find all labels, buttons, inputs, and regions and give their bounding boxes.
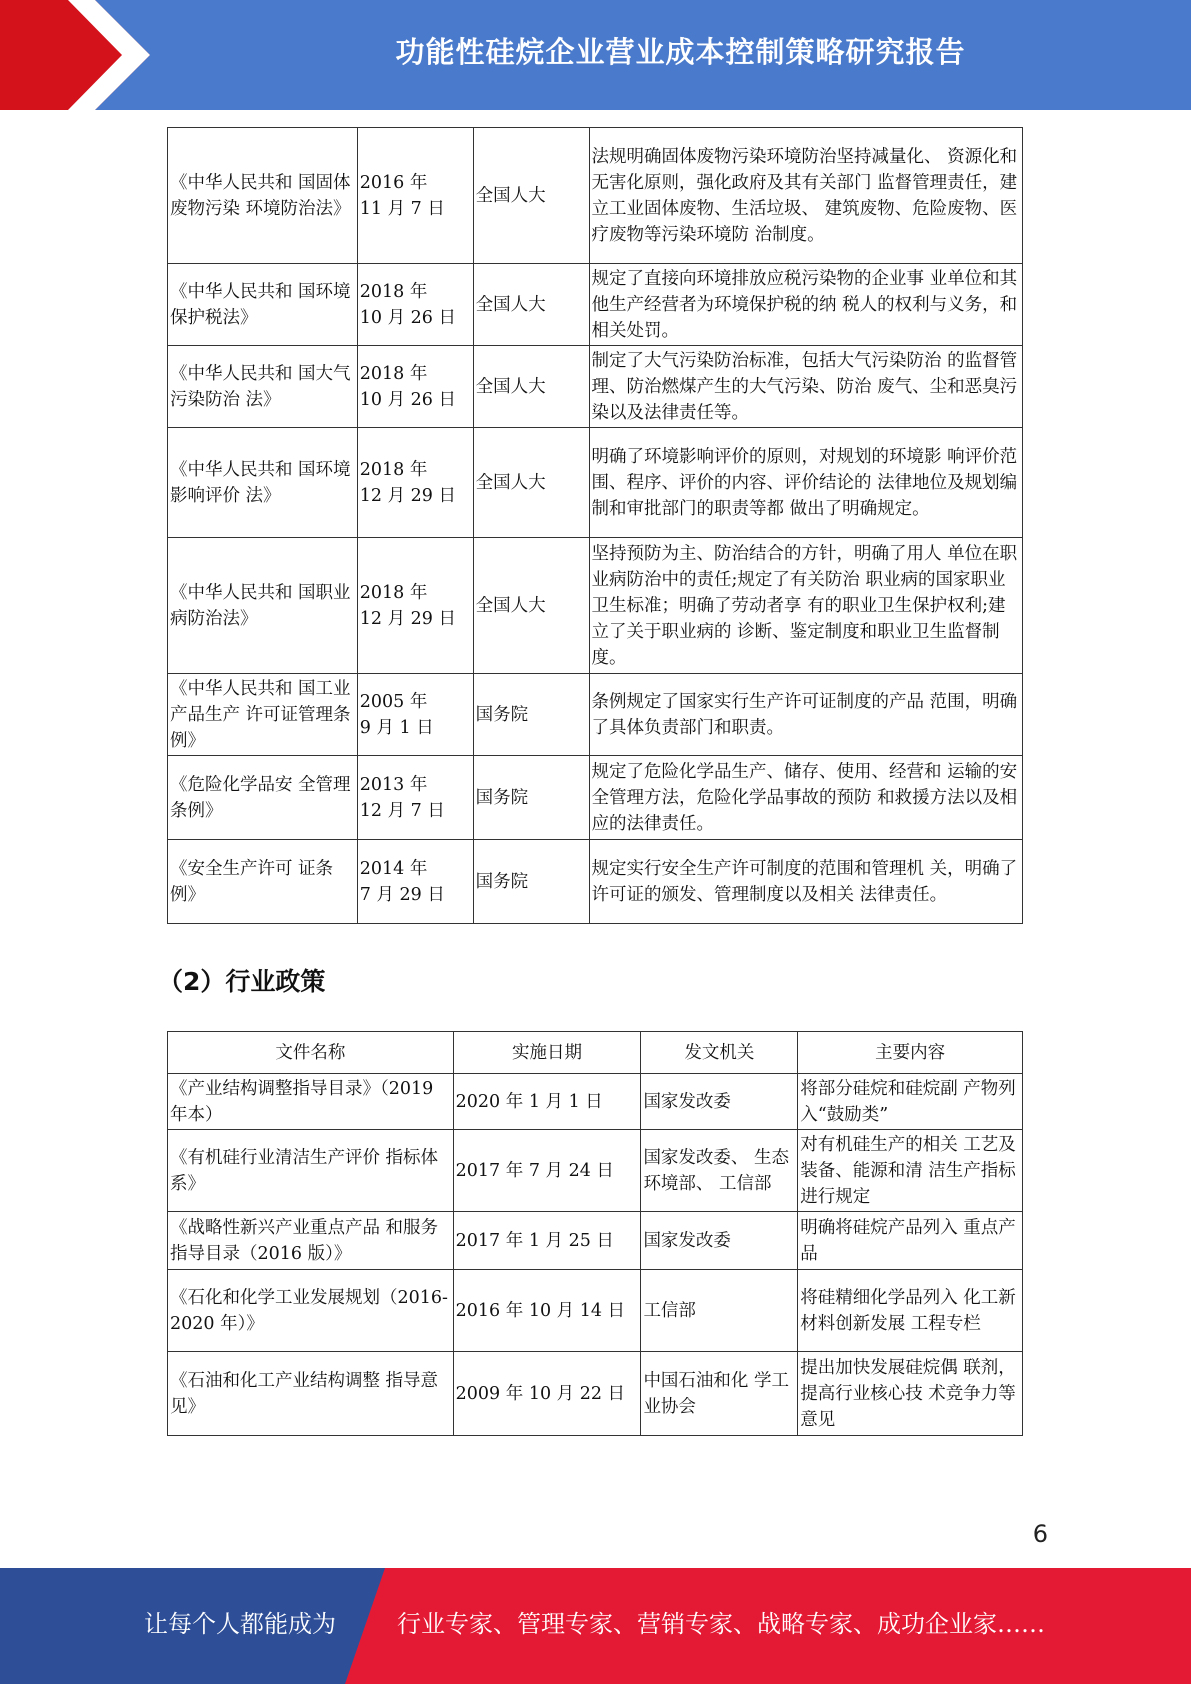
page-number: 6: [1032, 1520, 1048, 1548]
table-row: [168, 1130, 1023, 1212]
law-name: 《中华人民共和 国环境影响评价 法》: [168, 428, 358, 538]
column-header: 文件名称: [168, 1032, 454, 1074]
table-row: [168, 1270, 1023, 1352]
policy-content: 将硅精细化学品列入 化工新材料创新发展 工程专栏: [798, 1270, 1023, 1352]
law-date: 2018 年 12 月 29 日: [357, 428, 473, 538]
policy-content: 明确将硅烷产品列入 重点产品: [798, 1212, 1023, 1270]
law-name: 《中华人民共和 国环境保护税法》: [168, 264, 358, 346]
law-name: 《危险化学品安 全管理条例》: [168, 756, 358, 840]
law-content: 坚持预防为主、防治结合的方针，明确了用人 单位在职业病防治中的责任;规定了有关防治 职业病的国家职业卫生标准；明确了劳动者享 有的职业卫生保护权利;建立了关于职业病的 诊断、鉴定制度和职业卫生监督制度。: [589, 538, 1022, 674]
law-agency: 全国人大: [473, 428, 589, 538]
law-content: 规定了危险化学品生产、储存、使用、经营和 运输的安全管理方法，危险化学品事故的预防 和救援方法以及相应的法律责任。: [589, 756, 1022, 840]
policy-date: 2017 年 7 月 24 日: [453, 1130, 641, 1212]
law-content: 制定了大气污染防治标准，包括大气污染防治 的监督管理、防治燃煤产生的大气污染、防治 废气、尘和恶臭污染以及法律责任等。: [589, 346, 1022, 428]
table-row: [168, 128, 1023, 264]
law-agency: 全国人大: [473, 264, 589, 346]
policy-date: 2009 年 10 月 22 日: [453, 1352, 641, 1436]
policy-agency: 国家发改委、 生态环境部、 工信部: [641, 1130, 798, 1212]
policies-table: [167, 1031, 1023, 1436]
policy-date: 2020 年 1 月 1 日: [453, 1074, 641, 1130]
column-header: 主要内容: [798, 1032, 1023, 1074]
column-header: 实施日期: [453, 1032, 641, 1074]
table-row: [168, 674, 1023, 756]
section-heading: （2）行业政策: [158, 967, 326, 996]
law-content: 法规明确固体废物污染环境防治坚持减量化、 资源化和无害化原则，强化政府及其有关部门 监督管理责任，建立工业固体废物、生活垃圾、 建筑废物、危险废物、医疗废物等污染环境防 治制度。: [589, 128, 1022, 264]
table-row: [168, 840, 1023, 924]
column-header: 发文机关: [641, 1032, 798, 1074]
law-date: 2013 年 12 月 7 日: [357, 756, 473, 840]
table-row: [168, 756, 1023, 840]
policy-agency: 国家发改委: [641, 1074, 798, 1130]
policy-date: 2016 年 10 月 14 日: [453, 1270, 641, 1352]
law-date: 2018 年 10 月 26 日: [357, 346, 473, 428]
law-content: 条例规定了国家实行生产许可证制度的产品 范围，明确了具体负责部门和职责。: [589, 674, 1022, 756]
table-header-row: [168, 1032, 1023, 1074]
policy-name: 《石化和化学工业发展规划（2016-2020 年）》: [168, 1270, 454, 1352]
policy-content: 将部分硅烷和硅烷副 产物列入“鼓励类”: [798, 1074, 1023, 1130]
policy-name: 《战略性新兴产业重点产品 和服务指导目录（2016 版）》: [168, 1212, 454, 1270]
policy-agency: 中国石油和化 学工业协会: [641, 1352, 798, 1436]
law-agency: 全国人大: [473, 128, 589, 264]
table-row: [168, 428, 1023, 538]
policy-agency: 工信部: [641, 1270, 798, 1352]
page-footer: [0, 1568, 1191, 1684]
law-name: 《安全生产许可 证条例》: [168, 840, 358, 924]
policy-content: 提出加快发展硅烷偶 联剂，提高行业核心技 术竞争力等意见: [798, 1352, 1023, 1436]
policy-name: 《石油和化工产业结构调整 指导意见》: [168, 1352, 454, 1436]
footer-slogan-left: 让每个人都能成为: [144, 1610, 336, 1638]
table-row: [168, 264, 1023, 346]
law-content: 明确了环境影响评价的原则，对规划的环境影 响评价范围、程序、评价的内容、评价结论的 法律地位及规划编制和审批部门的职责等都 做出了明确规定。: [589, 428, 1022, 538]
law-agency: 国务院: [473, 756, 589, 840]
page-header: [0, 0, 1191, 110]
report-title: 功能性硅烷企业营业成本控制策略研究报告: [395, 34, 966, 69]
law-date: 2018 年 12 月 29 日: [357, 538, 473, 674]
policy-content: 对有机硅生产的相关 工艺及装备、能源和清 洁生产指标进行规定: [798, 1130, 1023, 1212]
law-agency: 全国人大: [473, 538, 589, 674]
law-name: 《中华人民共和 国大气污染防治 法》: [168, 346, 358, 428]
law-date: 2018 年 10 月 26 日: [357, 264, 473, 346]
policy-agency: 国家发改委: [641, 1212, 798, 1270]
law-date: 2005 年 9 月 1 日: [357, 674, 473, 756]
table-row: [168, 1074, 1023, 1130]
law-content: 规定实行安全生产许可制度的范围和管理机 关，明确了许可证的颁发、管理制度以及相关 法律责任。: [589, 840, 1022, 924]
law-date: 2016 年 11 月 7 日: [357, 128, 473, 264]
law-agency: 国务院: [473, 840, 589, 924]
laws-table: [167, 127, 1023, 924]
law-agency: 国务院: [473, 674, 589, 756]
law-name: 《中华人民共和 国固体废物污染 环境防治法》: [168, 128, 358, 264]
table-row: [168, 346, 1023, 428]
policy-name: 《产业结构调整指导目录》（2019 年本）: [168, 1074, 454, 1130]
table-row: [168, 1352, 1023, 1436]
law-date: 2014 年 7 月 29 日: [357, 840, 473, 924]
table-row: [168, 1212, 1023, 1270]
law-agency: 全国人大: [473, 346, 589, 428]
table-row: [168, 538, 1023, 674]
policy-name: 《有机硅行业清洁生产评价 指标体系》: [168, 1130, 454, 1212]
footer-slogan-right: 行业专家、管理专家、营销专家、战略专家、成功企业家……: [397, 1610, 1045, 1638]
law-content: 规定了直接向环境排放应税污染物的企业事 业单位和其他生产经营者为环境保护税的纳 税人的权利与义务，和相关处罚。: [589, 264, 1022, 346]
law-name: 《中华人民共和 国职业病防治法》: [168, 538, 358, 674]
policy-date: 2017 年 1 月 25 日: [453, 1212, 641, 1270]
law-name: 《中华人民共和 国工业产品生产 许可证管理条例》: [168, 674, 358, 756]
